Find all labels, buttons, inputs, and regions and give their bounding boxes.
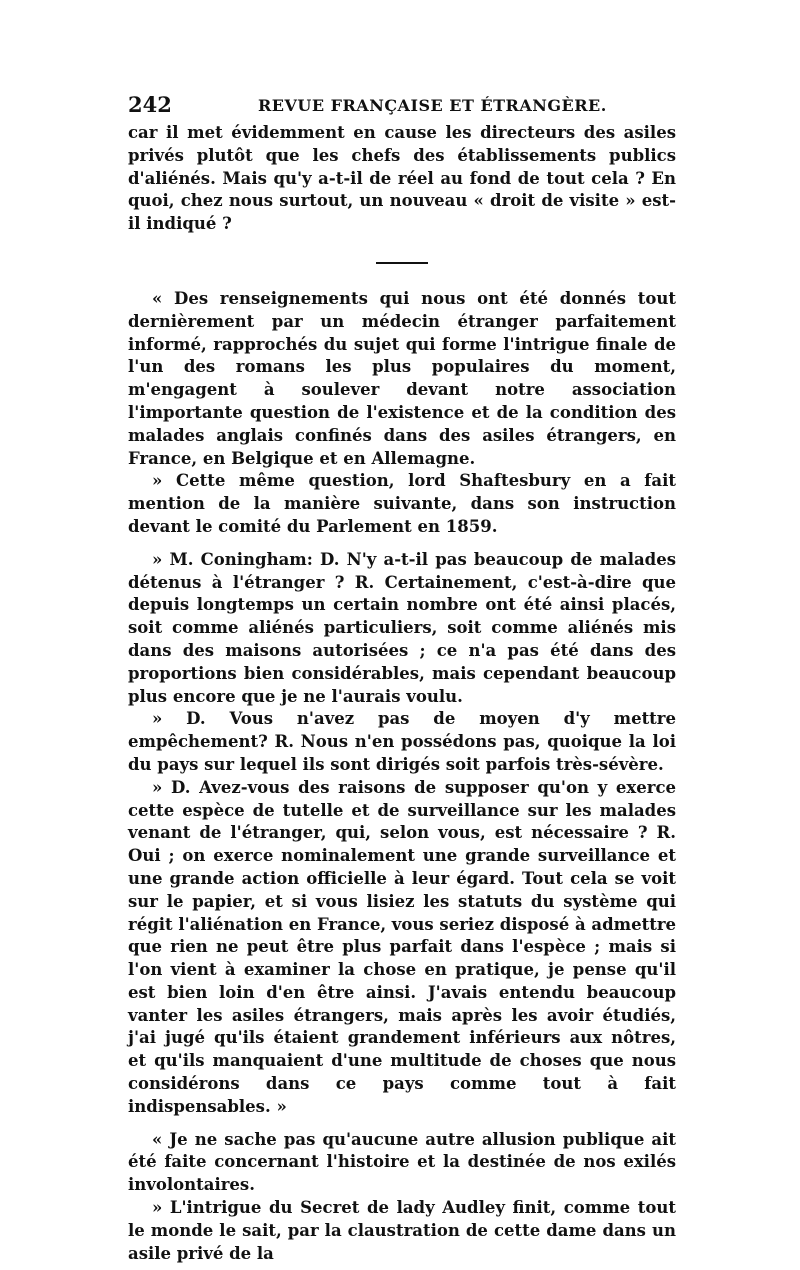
paragraph-lady-audley: » L'intrigue du Secret de lady Audley finit, comme tout le monde le sait, par la claustration de cette dame dans un asile privé de la bbox=[128, 1198, 676, 1263]
paragraph-coningham: » M. Coningham: D. N'y a-t-il pas beaucoup de malades détenus à l'étranger ? R. Certainement, c'est-à-dire que depuis longtemps un certain nombre ont été ainsi placés, soit comme aliénés particuliers, soit comme aliénés mis dans des maisons autorisées ; ce n'a pas été dans des proportions bien considérables, mais cependant beaucoup plus encore que je ne l'aurais voulu. bbox=[128, 549, 676, 706]
running-title: REVUE FRANÇAISE ET ÉTRANGÈRE. bbox=[258, 96, 607, 115]
paragraph-quote-opening: « Des renseignements qui nous ont été donnés tout dernièrement par un médecin étranger parfaitement informé, rapprochés du sujet qui forme l'intrigue finale de l'un des romans les plus populaires du moment, m'engagent à soulever devant notre association l'importante question de l'existence et de la condition des malades anglais confinés dans des asiles étrangers, en France, en Belgique et en Allemagne. bbox=[128, 288, 676, 468]
section-divider bbox=[376, 262, 428, 264]
paragraph-shaftesbury: » Cette même question, lord Shaftesbury en a fait mention de la manière suivante, dans son instruction devant le comité du Parlement en 1859. bbox=[128, 471, 676, 536]
paragraph-intro: car il met évidemment en cause les directeurs des asiles privés plutôt que les chefs des établissements publics d'aliénés. Mais qu'y a-t-il de réel au fond de tout cela ? En quoi, chez nous surtout, un nouveau « droit de visite » est-il indiqué ? bbox=[128, 123, 676, 234]
paragraph-question-tutelle: » D. Avez-vous des raisons de supposer qu'on y exerce cette espèce de tutelle et de surveillance sur les malades venant de l'étranger, qui, selon vous, est nécessaire ? R. Oui ; on exerce nominalement une grande surveillance et une grande action officielle à leur égard. Tout cela se voit sur le papier, et si vous lisiez les statuts du système qui régit l'aliénation en France, vous seriez disposé à admettre que rien ne peut être plus parfait dans l'espèce ; mais si l'on vient à examiner la chose en pratique, je pense qu'il est bien loin d'en être ainsi. J'avais entendu beaucoup vanter les asiles étrangers, mais après les avoir étudiés, j'ai jugé qu'ils étaient grandement inférieurs aux nôtres, et qu'ils manquaient d'une multitude de choses que nous considérons dans ce pays comme tout à fait indispensables. » bbox=[128, 777, 677, 1116]
book-page bbox=[128, 92, 676, 1265]
paragraph-question-moyen: » D. Vous n'avez pas de moyen d'y mettre empêchement? R. Nous n'en possédons pas, quoique la loi du pays sur lequel ils sont dirigés soit parfois très-sévère. bbox=[128, 709, 676, 774]
page-header bbox=[128, 92, 676, 122]
paragraph-allusion: « Je ne sache pas qu'aucune autre allusion publique ait été faite concernant l'histoire et la destinée de nos exilés involontaires. bbox=[128, 1129, 676, 1195]
page-number: 242 bbox=[128, 92, 172, 117]
